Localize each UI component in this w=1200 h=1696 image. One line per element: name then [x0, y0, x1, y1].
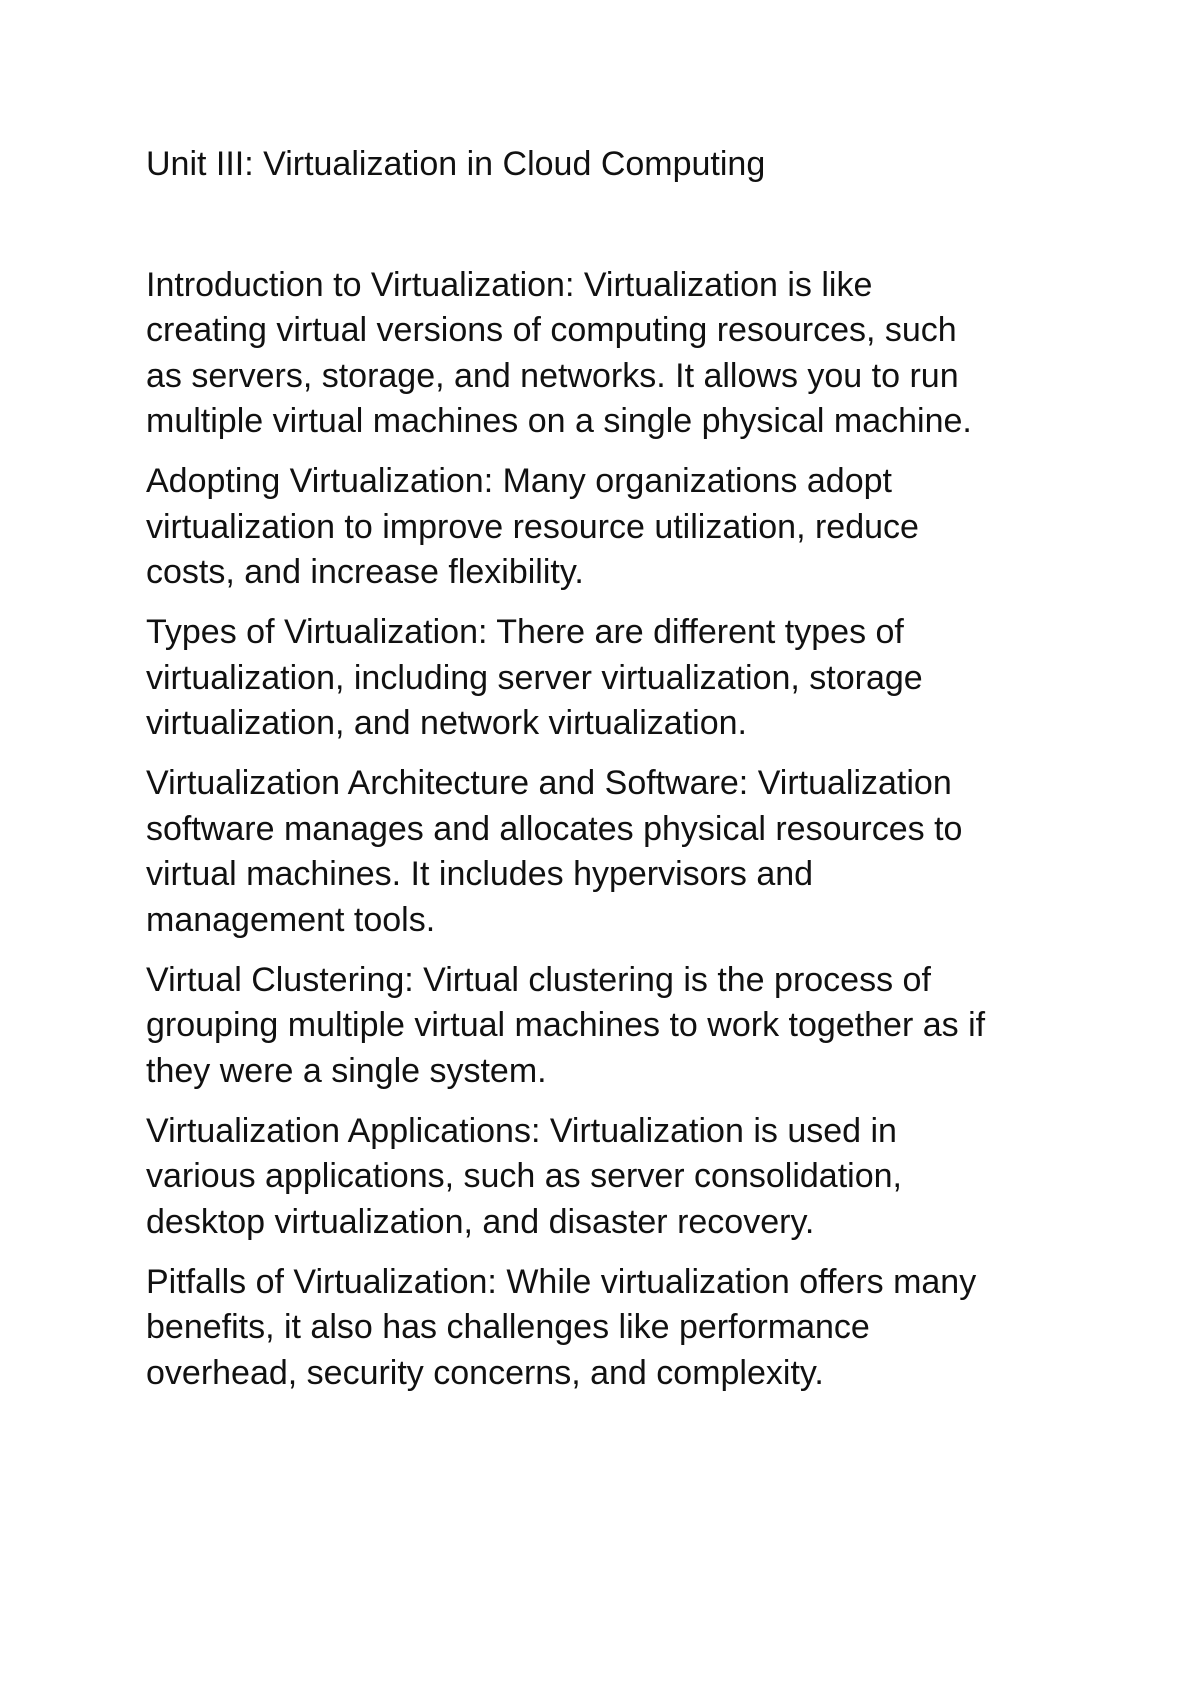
paragraph-line: benefits, it also has challenges like performance — [146, 1308, 870, 1346]
paragraph-line: overhead, security concerns, and complexity. — [146, 1353, 824, 1392]
paragraph-line: virtual machines. It includes hypervisors and — [146, 855, 814, 893]
paragraph-line: Virtualization Applications: Virtualization is used in — [146, 1111, 897, 1150]
paragraph-line: Types of Virtualization: There are different types of — [146, 613, 904, 651]
paragraph-line: grouping multiple virtual machines to work together as if — [146, 1006, 986, 1044]
paragraph-line: management tools. — [146, 900, 436, 939]
paragraph-adopting — [146, 459, 1076, 596]
page-title: Unit III: Virtualization in Cloud Computing — [146, 145, 766, 183]
paragraph-line: virtualization to improve resource utilization, reduce — [146, 507, 919, 546]
paragraph-line: Virtualization Architecture and Software: Virtualization — [146, 764, 952, 802]
paragraph-introduction — [146, 263, 1076, 445]
paragraph-line: as servers, storage, and networks. It allows you to run — [146, 356, 959, 395]
paragraph-line: virtualization, and network virtualization. — [146, 704, 747, 742]
paragraph-pitfalls — [146, 1260, 1076, 1397]
paragraph-line: various applications, such as server consolidation, — [146, 1157, 902, 1195]
paragraph-line: costs, and increase flexibility. — [146, 553, 584, 591]
paragraph-applications — [146, 1109, 1076, 1246]
document-body — [146, 142, 1076, 1411]
paragraph-line: creating virtual versions of computing resources, such — [146, 311, 957, 349]
paragraph-line: desktop virtualization, and disaster recovery. — [146, 1202, 815, 1241]
paragraph-line: they were a single system. — [146, 1051, 547, 1090]
paragraph-types — [146, 610, 1076, 747]
paragraph-line: Adopting Virtualization: Many organizations adopt — [146, 462, 892, 500]
paragraph-line: multiple virtual machines on a single physical machine. — [146, 402, 972, 440]
paragraph-line: Pitfalls of Virtualization: While virtualization offers many — [146, 1262, 977, 1301]
paragraph-line: Virtual Clustering: Virtual clustering is the process of — [146, 960, 931, 999]
paragraph-line: virtualization, including server virtualization, storage — [146, 658, 923, 697]
paragraph-line: Introduction to Virtualization: Virtualization is like — [146, 265, 873, 304]
paragraph-line: software manages and allocates physical resources to — [146, 809, 963, 848]
paragraph-clustering — [146, 958, 1076, 1095]
paragraph-architecture — [146, 761, 1076, 943]
